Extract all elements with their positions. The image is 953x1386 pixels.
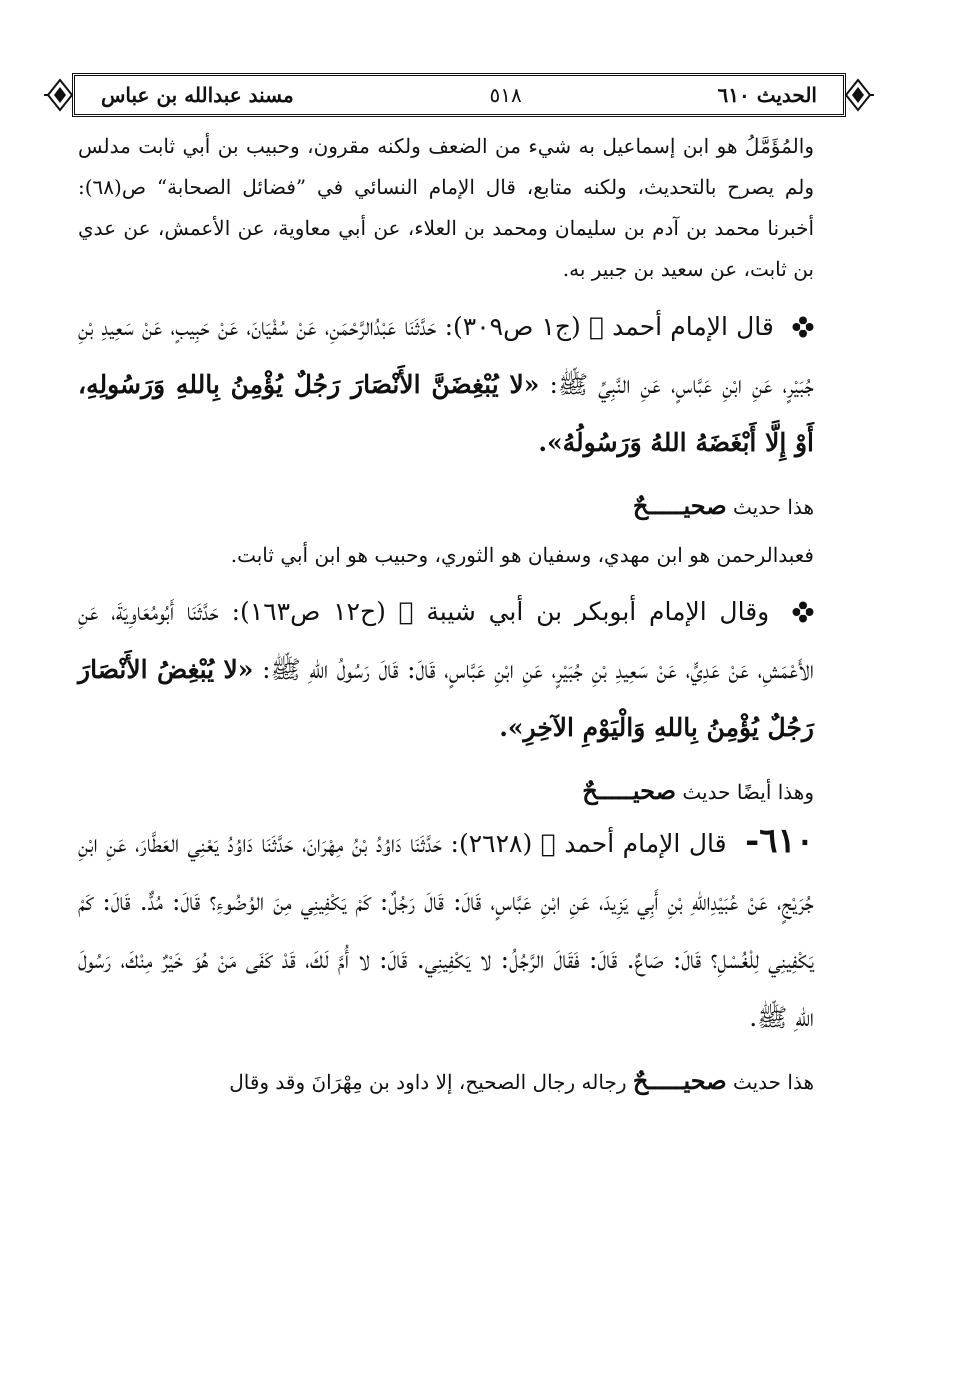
- hadith-2: [78, 583, 814, 757]
- grade-word: صحيـــــحٌ: [632, 491, 727, 520]
- page-number: ٥١٨: [489, 83, 522, 107]
- hadith-1-isnad: قال الإمام أحمد ﷬ (ج١ ص٣٠٩): حَدَّثَنَا عَبْدُالرَّحْمَنِ، عَنْ سُفْيَانَ، عَنْ حَبِيبٍ، عَنْ سَعِيدِ بْنِ جُبَيْرٍ، عَنِ ابْنِ عَبَّاسٍ، عَنِ النَّبِيِّ ﷺ:: [78, 312, 814, 399]
- grade-suffix: رجاله رجال الصحيح، إلا داود بن مِهْرَانَ وقد وقال: [229, 1070, 627, 1094]
- flower-ornament-icon: [792, 316, 814, 338]
- hadith-610: [78, 812, 814, 1047]
- header-frame: [72, 73, 846, 117]
- header-ornament-right-icon: [844, 76, 874, 114]
- hadith-1-grade: [78, 486, 814, 527]
- hadith-610-grade: [78, 1061, 814, 1102]
- hadith-number: ٦١٠-: [745, 821, 814, 861]
- grade-prefix: هذا حديث: [732, 1070, 814, 1094]
- intro-paragraph: والمُؤَمَّلُ هو ابن إسماعيل به شيء من الضعف ولكنه مقرون، وحبيب بن أبي ثابت مدلس ولم يصرح بالتحديث، ولكنه متابع، قال الإمام النسائي في ”فضائل الصحابة“ ص(٦٨): أخبرنا محمد بن آدم بن سليمان ومحمد بن العلاء، عن أبي معاوية، عن الأعمش، عن عدي بن ثابت، عن سعيد بن جبير به.: [78, 134, 814, 281]
- grade-prefix: وهذا أيضًا حديث: [682, 780, 814, 804]
- header-ornament-left-icon: [44, 76, 74, 114]
- page-body: [78, 126, 814, 1102]
- grade-word: صحيـــــحٌ: [582, 776, 677, 805]
- hadith-2-grade: [78, 771, 814, 812]
- grade-prefix: هذا حديث: [732, 495, 814, 519]
- hadith-1: [78, 298, 814, 472]
- narrator-note: فعبدالرحمن هو ابن مهدي، وسفيان هو الثوري، وحبيب هو ابن أبي ثابت.: [230, 543, 814, 567]
- hadith-610-text: قال الإمام أحمد ﷬ (٢٦٢٨): حَدَّثَنَا دَاوُدُ بْنُ مِهْرَانَ، حَدَّثَنَا دَاوُدُ يَعْنِي العَطَّارَ، عَنِ ابْنِ جُرَيْجٍ، عَنْ عُبَيْدِاللهِ بْنِ أَبِي يَزِيدَ، عَنِ ابْنِ عَبَّاسٍ، قَالَ: قَالَ رَجُلٌ: كَمْ يَكْفِينِي مِنَ الوُضُوءِ؟ قَالَ: مُدٌّ. قَالَ: كَمْ يَكْفِينِي لِلْغُسْلِ؟ قَالَ: صَاعٌ. قَالَ: فَقَالَ الرَّجُلُ: لا يَكْفِينِي. قَالَ: لا أُمَّ لَكَ، قَدْ كَفَى مَنْ هُوَ خَيْرٌ مِنْكَ، رَسُولَ اللهِ ﷺ.: [78, 829, 814, 1032]
- flower-ornament-icon: [792, 601, 814, 623]
- header-hadith-number: الحديث ٦١٠: [717, 83, 817, 107]
- book-title: مسند عبدالله بن عباس: [101, 83, 294, 107]
- hadith-1-matn: «لا يُبْغِضَنَّ الأَنْصَارَ رَجُلٌ يُؤْمِنُ بِاللهِ وَرَسُولِهِ، أَوْ إِلَّا أَبْغَضَهُ اللهُ وَرَسُولُهُ».: [78, 370, 814, 457]
- grade-word: صحيـــــحٌ: [632, 1066, 727, 1095]
- hadith-2-isnad: وقال الإمام أبوبكر بن أبي شيبة ﷬ (ح١٢ ص١٦٣): حَدَّثَنَا أَبُومُعَاوِيَةَ، عَنِ الأَعْمَشِ، عَنْ عَدِيٍّ، عَنْ سَعِيدِ بْنِ جُبَيْرٍ، عَنِ ابْنِ عَبَّاسٍ، قَالَ: قَالَ رَسُولُ اللهِ ﷺ:: [78, 597, 814, 684]
- hadith-2-matn: «لا يُبْغِضُ الأَنْصَارَ رَجُلٌ يُؤْمِنُ بِاللهِ وَالْيَوْمِ الآخِرِ».: [78, 655, 814, 742]
- running-header: [44, 70, 874, 120]
